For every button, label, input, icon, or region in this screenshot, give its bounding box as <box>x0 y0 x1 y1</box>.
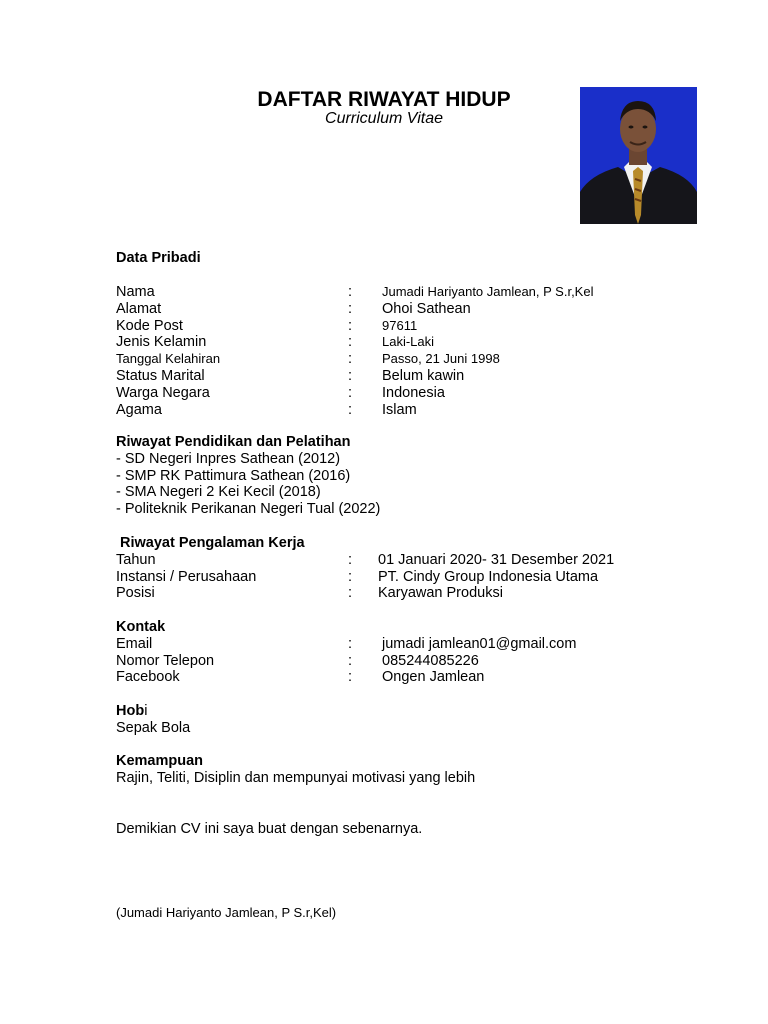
contact-row-facebook: Facebook : Ongen Jamlean <box>116 669 485 686</box>
education-item: - Politeknik Perikanan Negeri Tual (2022) <box>116 501 381 518</box>
signature-name: (Jumadi Hariyanto Jamlean, P S.r,Kel) <box>116 905 337 920</box>
profile-photo <box>580 87 697 224</box>
contact-section <box>116 619 676 686</box>
education-heading: Riwayat Pendidikan dan Pelatihan <box>116 434 351 450</box>
skills-section <box>116 753 676 787</box>
work-row-year: Tahun : 01 Januari 2020- 31 Desember 2021 <box>116 551 615 568</box>
personal-row-religion: Agama : Islam <box>116 401 417 418</box>
contact-heading: Kontak <box>116 619 166 635</box>
personal-row-gender: Jenis Kelamin : Laki-Laki <box>116 334 435 351</box>
work-row-company: Instansi / Perusahaan : PT. Cindy Group Indonesia Utama <box>116 568 599 585</box>
personal-data-heading: Data Pribadi <box>116 250 201 266</box>
personal-row-citizenship: Warga Negara : Indonesia <box>116 384 445 401</box>
personal-row-birth: Tanggal Kelahiran : Passo, 21 Juni 1998 <box>116 351 500 368</box>
personal-row-address: Alamat : Ohoi Sathean <box>116 300 471 317</box>
education-section <box>116 434 676 518</box>
education-item: - SD Negeri Inpres Sathean (2012) <box>116 450 341 467</box>
work-experience-section <box>116 535 676 602</box>
education-item: - SMA Negeri 2 Kei Kecil (2018) <box>116 484 321 501</box>
skills-value: Rajin, Teliti, Disiplin dan mempunyai motivasi yang lebih <box>116 769 476 786</box>
skills-heading: Kemampuan <box>116 753 204 769</box>
personal-data-section <box>116 250 201 267</box>
personal-data-table <box>116 284 676 418</box>
document-title: DAFTAR RIWAYAT HIDUP <box>257 88 511 111</box>
education-item: - SMP RK Pattimura Sathean (2016) <box>116 467 351 484</box>
contact-row-email: Email : jumadi jamlean01@gmail.com <box>116 635 577 652</box>
work-experience-heading: Riwayat Pengalaman Kerja <box>120 535 305 551</box>
closing-statement: Demikian CV ini saya buat dengan sebenarnya. <box>116 821 423 837</box>
contact-row-phone: Nomor Telepon : 085244085226 <box>116 652 479 669</box>
personal-row-name: Nama : Jumadi Hariyanto Jamlean, P S.r,Kel <box>116 284 594 300</box>
hobby-section <box>116 703 676 737</box>
document-subtitle: Curriculum Vitae <box>325 110 443 127</box>
personal-row-marital: Status Marital : Belum kawin <box>116 367 465 384</box>
personal-row-postcode: Kode Post : 97611 <box>116 317 418 334</box>
hobby-value: Sepak Bola <box>116 719 191 736</box>
work-row-position: Posisi : Karyawan Produksi <box>116 585 503 602</box>
hobby-heading: Hobi <box>116 703 148 719</box>
